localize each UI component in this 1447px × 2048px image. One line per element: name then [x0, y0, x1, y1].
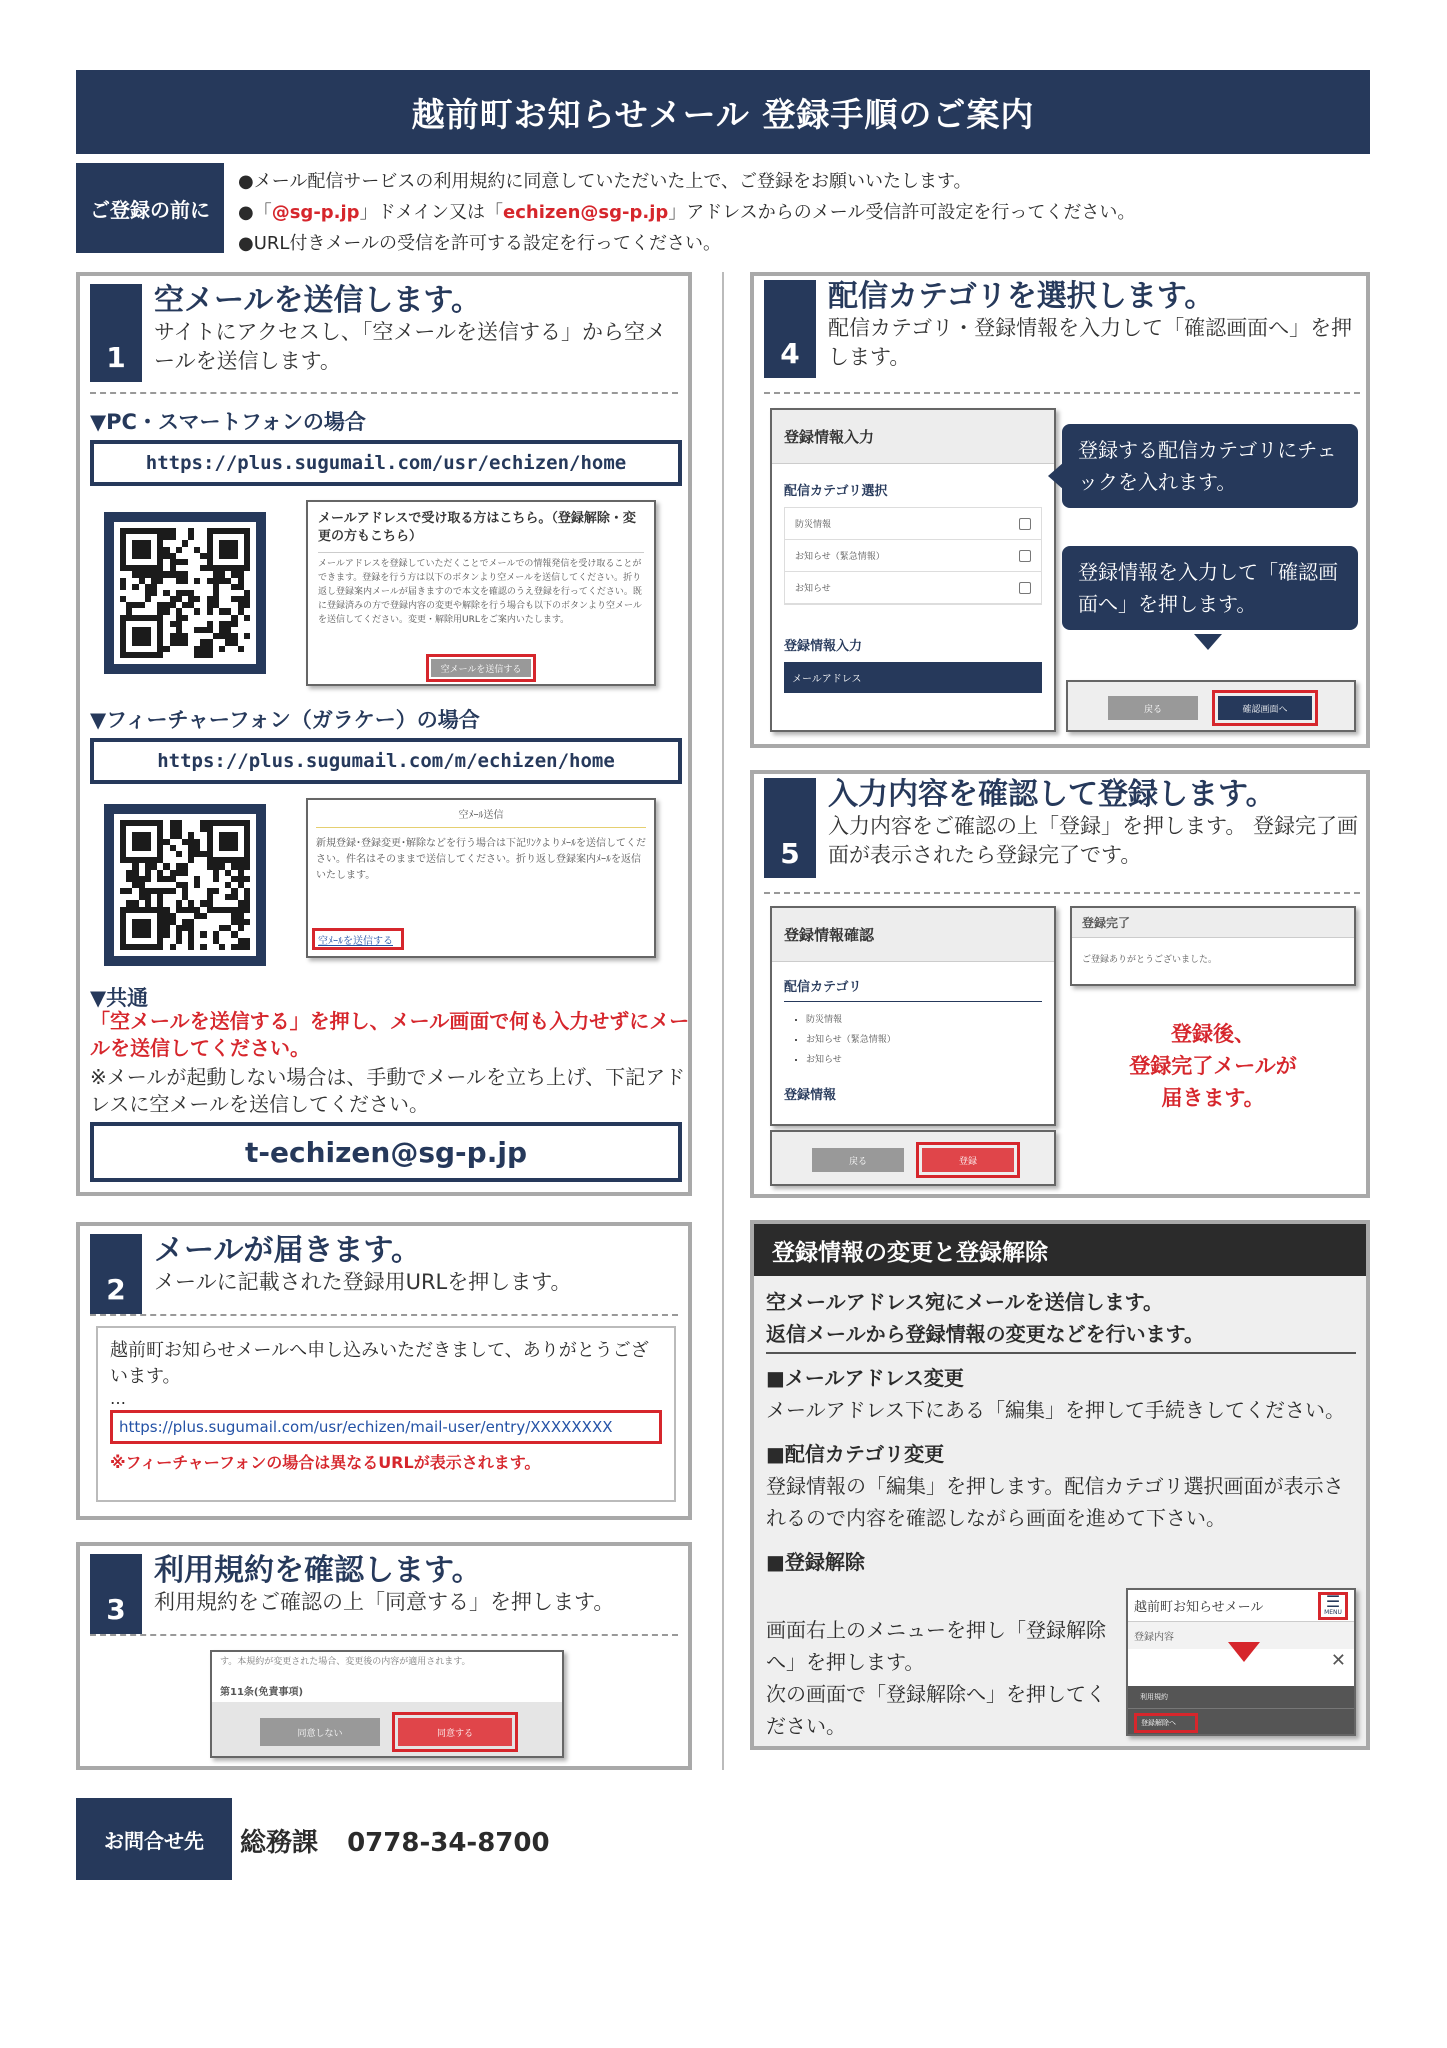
step4-title: 配信カテゴリを選択します。	[828, 279, 1215, 314]
fp-shot-body: 新規登録･登録変更･解除などを行う場合は下記ﾘﾝｸよりﾒｰﾙを送信してください。件名はそのままで送信してください。折り返し登録案内ﾒｰﾙを返信いたします。	[316, 838, 646, 881]
notice-line-terms: ●メール配信サービスの利用規約に同意していただいた上で、ご登録をお願いいたします。	[238, 171, 972, 192]
step5-desc: 入力内容をご確認の上「登録」を押します。 登録完了画面が表示されたら登録完了です。	[828, 814, 1358, 867]
contact-phone[interactable]: 0778-34-8700	[347, 1828, 550, 1858]
change-intro2: 返信メールから登録情報の変更などを行います。	[766, 1322, 1204, 1346]
category-checkbox[interactable]	[1019, 582, 1031, 594]
close-icon[interactable]: ✕	[1330, 1650, 1346, 1671]
category-bubble: 登録する配信カテゴリにチェックを入れます。	[1062, 424, 1358, 508]
contact-info	[240, 1822, 550, 1859]
fp-url-box[interactable]: https://plus.sugumail.com/m/echizen/home	[90, 738, 682, 784]
category-checkbox[interactable]	[1019, 550, 1031, 562]
arrow-down-icon	[1228, 1642, 1260, 1662]
terms-screenshot	[210, 1650, 564, 1758]
pc-url-box[interactable]: https://plus.sugumail.com/usr/echizen/home	[90, 440, 682, 486]
step1-panel	[76, 272, 692, 1196]
registration-url-link[interactable]: https://plus.sugumail.com/usr/echizen/mail-user/entry/XXXXXXXX	[110, 1410, 662, 1444]
step5-title: 入力内容を確認して登録します。	[828, 777, 1276, 812]
step4-desc: 配信カテゴリ・登録情報を入力して「確認画面へ」を押します。	[828, 316, 1353, 369]
menu-shot-title: 越前町お知らせメール	[1134, 1600, 1264, 1615]
notice-line-domain: ●「@sg-p.jp」ドメイン又は「echizen@sg-p.jp」アドレスからのメール受信許可設定を行ってください。	[238, 202, 1136, 223]
notice-line-url: ●URL付きメールの受信を許可する設定を行ってください。	[238, 233, 722, 254]
category-change-text: 登録情報の「編集」を押します。配信カテゴリ選択画面が表示されるので内容を確認しながら画面を進めて下さい。	[766, 1474, 1344, 1530]
category-label: お知らせ（緊急情報）	[795, 552, 885, 562]
step3-panel	[76, 1542, 692, 1770]
agree-highlight	[392, 1712, 518, 1752]
step2-title: メールが届きます。	[154, 1233, 421, 1268]
before-registration-list	[238, 166, 1135, 259]
fp-site-screenshot	[306, 798, 656, 958]
step2-panel	[76, 1222, 692, 1520]
menu-item-terms[interactable]: 利用規約	[1128, 1686, 1354, 1709]
list-item: ▪ お知らせ	[806, 1050, 1054, 1070]
register-highlight	[916, 1142, 1020, 1178]
back-button[interactable]: 戻る	[1108, 696, 1198, 720]
pc-shot-title: メールアドレスで受け取る方はこちら。（登録解除・変更の方もこちら）	[318, 511, 636, 544]
confirm-buttons-screenshot	[1066, 680, 1356, 732]
email-field-label[interactable]: メールアドレス	[784, 662, 1042, 693]
red-note-line3: 届きます。	[1161, 1086, 1265, 1110]
unsubscribe-heading: ■登録解除	[766, 1550, 865, 1574]
contact-department: 総務課	[240, 1828, 319, 1858]
menu-item-unsubscribe[interactable]: 登録解除へ	[1134, 1713, 1198, 1733]
unsubscribe-text1: 画面右上のメニューを押し「登録解除へ」を押します。	[766, 1618, 1106, 1674]
change-panel	[750, 1220, 1370, 1750]
qr-pattern	[120, 820, 250, 950]
change-title: 登録情報の変更と登録解除	[754, 1224, 1366, 1276]
step1-number: 1	[90, 284, 142, 382]
step1-title: 空メールを送信します。	[154, 283, 481, 318]
email-change-text: メールアドレス下にある「編集」を押して手続きしてください。	[766, 1398, 1345, 1422]
back-button[interactable]: 戻る	[812, 1148, 904, 1172]
done-red-note	[1070, 1018, 1356, 1114]
menu-icon[interactable]: ☰ MENU	[1318, 1592, 1348, 1620]
done-header: 登録完了	[1072, 908, 1354, 938]
done-body: ご登録ありがとうございました。	[1082, 955, 1218, 965]
mail-text: 越前町お知らせメールへ申し込みいただきまして、ありがとうございます。	[110, 1340, 649, 1387]
pc-heading: ▼PC・スマートフォンの場合	[90, 410, 366, 434]
category-form-screenshot	[770, 408, 1056, 732]
category-row[interactable]	[785, 508, 1041, 540]
fp-qr-code	[104, 804, 266, 966]
form-header: 登録情報入力	[772, 410, 1054, 464]
confirm-info-heading: 登録情報	[784, 1088, 837, 1103]
step4-number: 4	[764, 280, 816, 378]
empty-mail-address[interactable]: t-echizen@sg-p.jp	[90, 1122, 682, 1182]
mail-ellipsis: …	[110, 1389, 126, 1408]
confirm-screenshot	[770, 906, 1056, 1126]
common-heading: ▼共通	[90, 986, 149, 1010]
category-label: お知らせ	[795, 584, 831, 594]
confirm-button[interactable]: 確認画面へ	[1218, 696, 1312, 720]
agree-button[interactable]: 同意する	[398, 1718, 512, 1746]
pc-shot-body: メールアドレスを登録していただくことでメールでの情報発信を受け取ることができます。登録を行う方は以下のボタンより空メールを送信してください。折り返し登録案内メールが届きますので本文を確認のうえ登録を行ってください。既に登録済みの方で登録内容の変更や解除を行う場合も以下のボタンより空メールを送信してください。変更・解除用URLをご案内いたします。	[318, 559, 642, 625]
fp-send-link[interactable]: 空ﾒｰﾙを送信する	[312, 928, 404, 950]
step3-desc: 利用規約をご確認の上「同意する」を押します。	[154, 1590, 615, 1614]
red-note-line2: 登録完了メールが	[1129, 1054, 1297, 1078]
terms-shot-article: 第11条(免責事項)	[220, 1687, 304, 1698]
step2-number: 2	[90, 1234, 142, 1314]
change-intro1: 空メールアドレス宛にメールを送信します。	[766, 1290, 1163, 1314]
list-item: ▪ お知らせ（緊急情報）	[806, 1030, 1054, 1050]
category-checkbox[interactable]	[1019, 518, 1031, 530]
red-note-line1: 登録後、	[1171, 1022, 1255, 1046]
common-instruction: 「空メールを送信する」を押し、メール画面で何も入力せずにメールを送信してください。	[90, 1009, 690, 1060]
category-row[interactable]	[785, 540, 1041, 572]
fp-heading: ▼フィーチャーフォン（ガラケー）の場合	[90, 708, 480, 732]
menu-shot-sub: 登録内容	[1128, 1622, 1354, 1649]
input-bubble: 登録情報を入力して「確認画面へ」を押します。	[1062, 546, 1358, 630]
pc-send-highlight	[426, 654, 536, 682]
qr-pattern	[120, 528, 250, 658]
pc-site-screenshot	[306, 500, 656, 686]
step3-number: 3	[90, 1554, 142, 1634]
terms-shot-top: す。本規約が変更された場合、変更後の内容が適用されます。	[220, 1657, 471, 1667]
done-screenshot	[1070, 906, 1356, 986]
before-registration-label: ご登録の前に	[76, 163, 224, 253]
mail-preview	[96, 1326, 676, 1502]
menu-screenshot	[1126, 1588, 1356, 1736]
category-row[interactable]	[785, 572, 1041, 604]
pc-qr-code	[104, 512, 266, 674]
step2-desc: メールに記載された登録用URLを押します。	[154, 1270, 572, 1294]
fp-shot-title: 空ﾒｰﾙ送信	[316, 806, 646, 828]
list-item: ▪ 防災情報	[806, 1010, 1054, 1030]
common-note: ※メールが起動しない場合は、手動でメールを立ち上げ、下記アドレスに空メールを送信してください。	[90, 1065, 686, 1116]
step5-number: 5	[764, 778, 816, 878]
confirm-category-heading: 配信カテゴリ	[784, 962, 1042, 1002]
confirm-highlight	[1212, 690, 1318, 726]
category-change-heading: ■配信カテゴリ変更	[766, 1442, 945, 1466]
category-label: 防災情報	[795, 520, 832, 530]
step4-panel	[750, 272, 1370, 748]
email-change-heading: ■メールアドレス変更	[766, 1366, 964, 1390]
send-empty-mail-button[interactable]: 空メールを送信する	[431, 659, 531, 677]
page-title: 越前町お知らせメール 登録手順のご案内	[76, 70, 1370, 154]
disagree-button[interactable]: 同意しない	[260, 1718, 380, 1746]
register-button[interactable]: 登録	[922, 1148, 1014, 1172]
input-heading: 登録情報入力	[784, 639, 863, 654]
category-heading: 配信カテゴリ選択	[784, 484, 888, 499]
confirm-header: 登録情報確認	[772, 908, 1054, 962]
fp-url-note: ※フィーチャーフォンの場合は異なるURLが表示されます。	[110, 1453, 541, 1472]
unsubscribe-text2: 次の画面で「登録解除へ」を押してください。	[766, 1682, 1106, 1738]
register-buttons-screenshot	[770, 1130, 1056, 1186]
step3-title: 利用規約を確認します。	[154, 1553, 482, 1588]
step5-panel	[750, 770, 1370, 1198]
step1-desc: サイトにアクセスし、「空メールを送信する」から空メールを送信します。	[154, 320, 666, 373]
contact-label: お問合せ先	[76, 1798, 232, 1880]
